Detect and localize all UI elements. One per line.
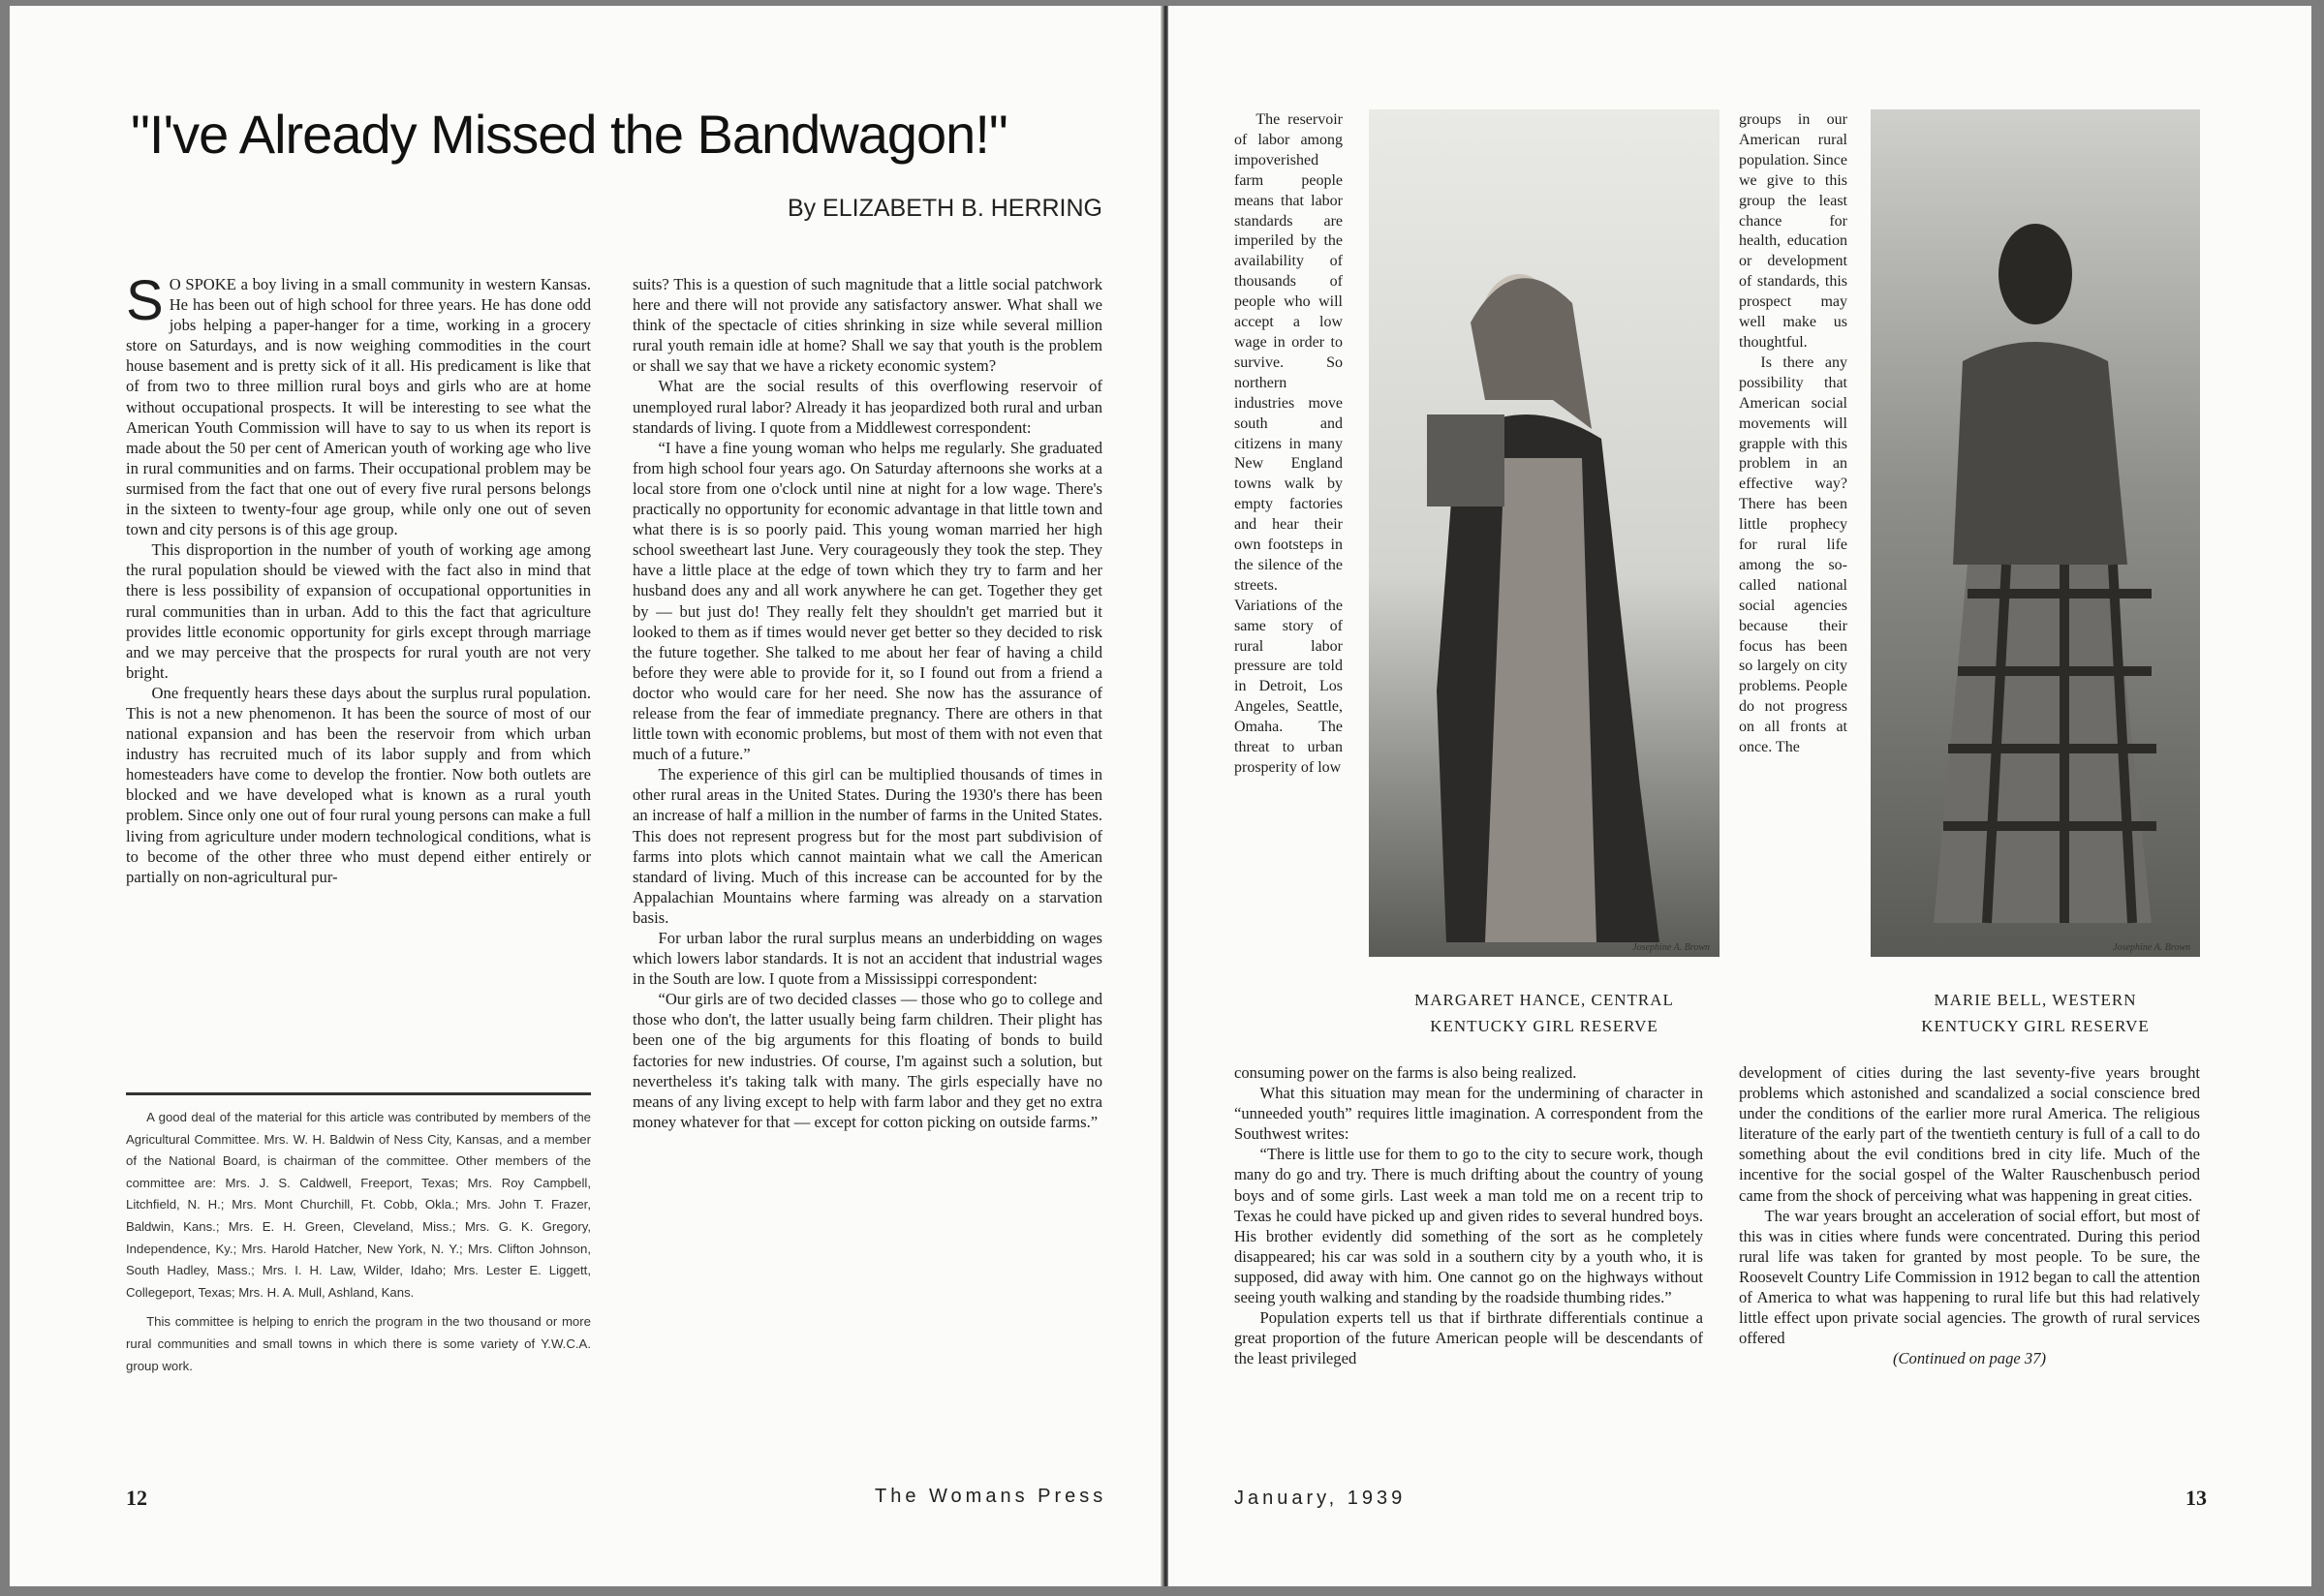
column-b-wide (1739, 1062, 2200, 1368)
photo-credit: Josephine A. Brown (1632, 942, 1710, 953)
caption-line: KENTUCKY GIRL RESERVE (1921, 1017, 2150, 1035)
paragraph: For urban labor the rural surplus means an underbidding on wages which lowers labor standards. It is not an accident that industrial wages in the South are low. I quote from a Mississippi correspondent: (633, 929, 1102, 989)
paragraph: What this situation may mean for the undermining of character in “unneeded youth” requires little imagination. A correspondent from the Southwest writes: (1234, 1084, 1703, 1144)
smiling-woman-photo (1871, 109, 2200, 957)
paragraph: “There is little use for them to go to the city to secure work, though many do go and try. There is much drifting about the country of young boys and of some girls. Last week a man told me on a recent trip to Texas he could have picked up and given rides to several hundred boys. His brother evidently did something of the sort as he completely disappeared; his car was sold in a southern city by a youth who, it is supposed, did away with him. One cannot go on the highways without seeing youth walking and standing by the roadside thumbing rides.” (1234, 1145, 1703, 1307)
photo-caption (1871, 987, 2200, 1039)
continued-note: (Continued on page 37) (1892, 1349, 2047, 1368)
paragraph: The experience of this girl can be multiplied thousands of times in other rural areas in the United States. During the 1930's there has been an increase of half a million in the number of farms in the United States. This does not represent progress but for the most part subdivision of farms into plots which cannot maintain what we call the American standard of living. Much of this increase can be accounted for by the Appalachian Mountains where farming was already on a starvation basis. (633, 765, 1102, 927)
byline: By ELIZABETH B. HERRING (787, 195, 1102, 222)
paragraph: The war years brought an acceleration of social effort, but most of this was in cities where funds were concentrated. During this period rural life was taken for granted by most people. To be sure, the Roosevelt Country Life Commission in 1912 began to call the attention of America to what was happening to rural life but this had relatively little effect upon private social agencies. The growth of rural services offered (1739, 1206, 2200, 1348)
paragraph: development of cities during the last seventy-five years brought problems which astonished and scandalized a social conscience bred under the conditions of the earlier more rural America. The religious literature of the early part of the twentieth century is full of a call to do something about the evil conditions bred in city life. Much of the incentive for the social gospel of the Walter Rauschenbusch period came from the shock of perceiving what was happening in great cities. (1739, 1063, 2200, 1205)
paragraph: What are the social results of this overflowing reservoir of unemployed rural labor? Already it has jeopardized both rural and urban standards of living. I quote from a Middlewest correspondent: (633, 377, 1102, 437)
paragraph: Population experts tell us that if birthrate differentials continue a great proportion of the future American people will be descendants of the least privileged (1234, 1308, 1703, 1368)
paragraph: Is there any possibility that American social movements will grapple with this problem in an effective way? There has been little prophecy for rural life among the so-called national social agencies because their focus has been so largely on city problems. People do not progress on all fronts at once. The (1739, 353, 1847, 756)
footnote-paragraph: A good deal of the material for this article was contributed by members of the Agricultural Committee. Mrs. W. H. Baldwin of Ness City, Kansas, and a member of the National Board, is chairman of the committee. Other members of the committee are: Mrs. J. S. Caldwell, Freeport, Texas; Mrs. Roy Campbell, Litchfield, N. H.; Mrs. Mont Churchill, Ft. Cobb, Okla.; Mrs. John T. Frazer, Baldwin, Kans.; Mrs. E. H. Green, Cleveland, Miss.; Mrs. G. K. Gregory, Independence, Ky.; Mrs. Harold Hatcher, New York, N. Y.; Mrs. Clifton Johnson, South Hadley, Mass.; Mrs. I. H. Law, Wilder, Idaho; Mrs. Lester E. Liggett, Collegeport, Texas; Mrs. H. A. Mull, Ashland, Kans. (126, 1110, 591, 1300)
caption-line: KENTUCKY GIRL RESERVE (1430, 1017, 1658, 1035)
footnote (126, 1107, 591, 1385)
footnote-paragraph: This committee is helping to enrich the program in the two thousand or more rural communities and small towns in which there is some variety of Y.W.C.A. group work. (126, 1314, 591, 1373)
column-a-narrow (1234, 110, 1343, 779)
caption-line: MARGARET HANCE, CENTRAL (1414, 991, 1674, 1009)
drop-cap: S (126, 269, 164, 332)
photo-marie-bell (1871, 109, 2200, 957)
page-number: 12 (126, 1486, 147, 1510)
footnote-divider (126, 1092, 591, 1095)
article-title: "I've Already Missed the Bandwagon!" (131, 104, 1007, 165)
column-1 (126, 269, 591, 887)
paragraph: The reservoir of labor among impoverished farm people means that labor standards are imperiled by the availability of thousands of people who will accept a low wage in order to survive. So northern industries move south and citizens in many New England towns walk by empty factories and hear their own footsteps in the silence of the streets. Variations of the same story of rural labor pressure are told in Detroit, Los Angeles, Seattle, Omaha. The threat to urban prosperity of low (1234, 111, 1343, 776)
left-page (10, 6, 1162, 1586)
folio: The Womans Press (875, 1486, 1107, 1507)
paragraph: “I have a fine young woman who helps me regularly. She graduated from high school four years ago. On Saturday afternoons she works at a local store from one o'clock until nine at night for a low wage. There's practically no opportunity for economic advantage in that little town and what there is is so poorly paid. This young woman married her high school sweetheart last June. Very courageously they took the step. They have a little place at the edge of town which they try to farm and her husband does any and all work anywhere he can get. Together they get by — but just do! They really felt they shouldn't get married but it looked to them as if times would never get better so they decided to risk the future together. She talked to me about her fear of having a child before they were able to provide for it, so I found out from a friend a doctor who would care for her need. She now has the assurance of release from the fear of immediate pregnancy. There are others in that little town with economic problems, but most of them with not even that much of a future.” (633, 438, 1102, 764)
woman-with-book-photo (1369, 109, 1720, 957)
photo-margaret-hance (1369, 109, 1720, 957)
paragraph: One frequently hears these days about the surplus rural population. This is not a new phenomenon. It has been the source of most of our national expansion and has been the reservoir from which urban industry has recruited much of its labor supply and from which homesteaders have come to develop the frontier. Now both outlets are blocked and we have developed what is known as a rural youth problem. Since only one out of four rural young persons can make a full living from agriculture under modern technological conditions, what is to become of the other three who must depend either entirely or partially on non-agricultural pur- (126, 683, 591, 886)
paragraph: consuming power on the farms is also being realized. (1234, 1063, 1577, 1082)
photo-caption (1369, 987, 1720, 1039)
caption-line: MARIE BELL, WESTERN (1934, 991, 2137, 1009)
paragraph: groups in our American rural population. Since we give to this group the least chance for health, education or development of standards, this prospect may well make us thoughtful. (1739, 111, 1847, 351)
folio: January, 1939 (1234, 1488, 1407, 1509)
paragraph: “Our girls are of two decided classes — those who go to college and those who don't, the latter usually being farm children. Their plight has been one of the big arguments for this floating of bonds to build factories for new industries. Of course, I'm against such a solution, but nevertheless it's taking talk with many. The girls especially have no means of any living except to help with farm labor and they get no extra money whatever for that — except for cotton picking on outside farms.” (633, 990, 1102, 1131)
paragraph: This disproportion in the number of youth of working age among the rural population should be viewed with the fact also in mind that there is less possibility of expansion of occupational opportunities in rural communities than in urban. Add to this the fact that agriculture provides little economic opportunity for girls except through marriage and we may perceive that the prospects for rural youth are not very bright. (126, 540, 591, 682)
photo-credit: Josephine A. Brown (2113, 942, 2190, 953)
right-page (1168, 6, 2311, 1586)
page-number: 13 (2185, 1486, 2207, 1510)
column-2 (633, 274, 1102, 1132)
paragraph: suits? This is a question of such magnitude that a little social patchwork here and there will not provide any satisfactory answer. What shall we think of the spectacle of cities shrinking in size while several million rural youth remain idle at home? Shall we say that youth is the problem or shall we say that we have a rickety economic system? (633, 275, 1102, 376)
column-a-wide (1234, 1062, 1703, 1368)
paragraph: S O SPOKE a boy living in a small community in western Kansas. He has been out of high school for three years. He has done odd jobs helping a paper-hanger for a time, working in a grocery store on Saturdays, and is now weighing commodities in the court house basement and is pretty sick of it all. His predicament is like that of from two to three million rural boys and girls who are at home without occupational prospects. It will be interesting to see what the American Youth Commission will have to say to us when its report is made about the 50 per cent of American youth of working age who live in rural communities and on farms. Their occupational problem may be surmised from the fact that one out of every five rural persons belongs in the sixteen to twenty-four age group, while only one out of seven town and city persons is of this age group. (126, 269, 591, 539)
column-b-narrow (1739, 110, 1847, 758)
